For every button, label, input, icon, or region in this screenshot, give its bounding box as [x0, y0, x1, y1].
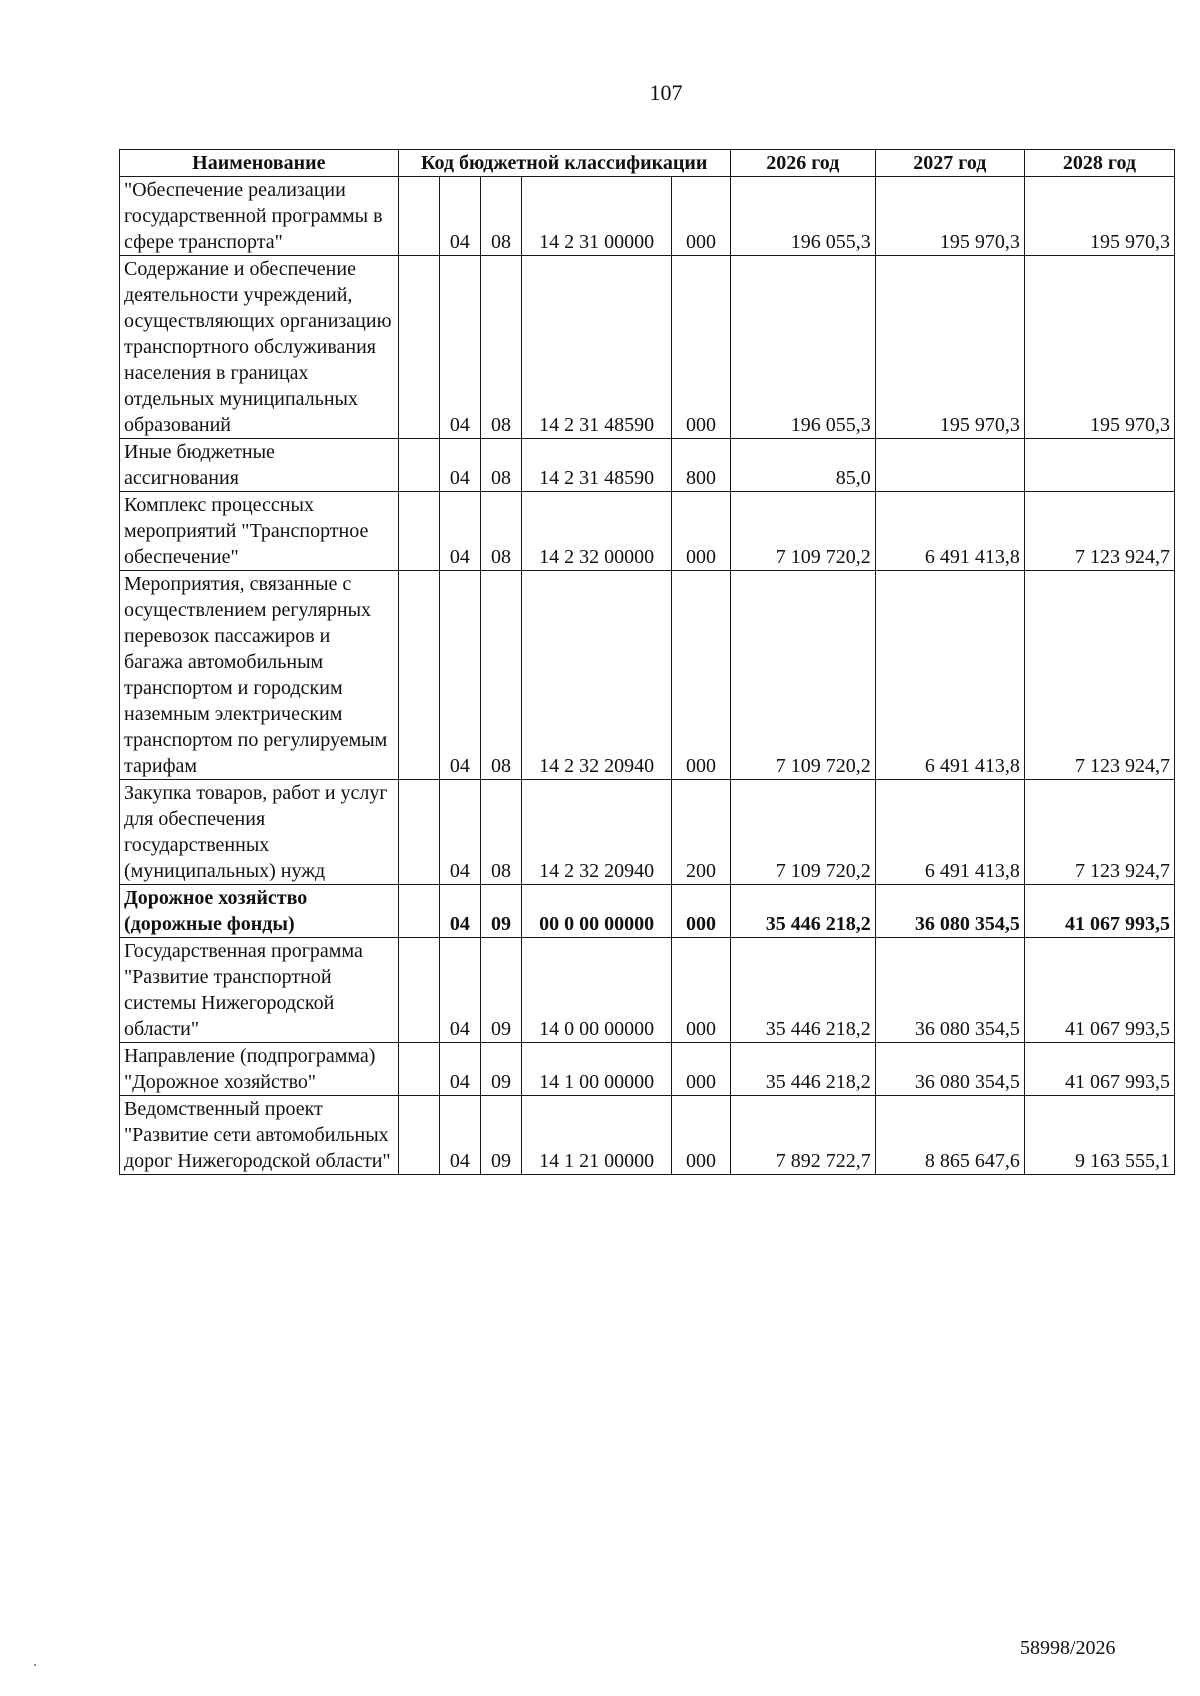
row-expense-type: 000	[672, 938, 731, 1043]
row-expense-type: 800	[672, 439, 731, 492]
row-target-article: 14 2 31 00000	[522, 177, 672, 256]
table-row	[120, 885, 1175, 938]
row-amount-2027: 6 491 413,8	[875, 571, 1024, 780]
row-blank-code	[398, 571, 439, 780]
row-name: Иные бюджетные ассигнования	[120, 439, 399, 492]
row-amount-2028	[1024, 439, 1174, 492]
row-subsection: 09	[480, 1043, 521, 1096]
row-section: 04	[439, 938, 480, 1043]
row-amount-2026: 35 446 218,2	[730, 885, 875, 938]
row-subsection: 08	[480, 780, 521, 885]
row-target-article: 00 0 00 00000	[522, 885, 672, 938]
page-number: 107	[649, 80, 683, 105]
row-name: Закупка товаров, работ и услуг для обеспечения государственных (муниципальных) нужд	[120, 780, 399, 885]
row-target-article: 14 2 32 00000	[522, 492, 672, 571]
table-row	[120, 256, 1175, 439]
table-row	[120, 439, 1175, 492]
table-row	[120, 177, 1175, 256]
row-amount-2027	[875, 439, 1024, 492]
row-amount-2027: 36 080 354,5	[875, 1043, 1024, 1096]
table-row	[120, 1096, 1175, 1175]
row-amount-2028: 9 163 555,1	[1024, 1096, 1174, 1175]
row-section: 04	[439, 177, 480, 256]
table-row	[120, 571, 1175, 780]
row-target-article: 14 2 32 20940	[522, 571, 672, 780]
row-target-article: 14 2 32 20940	[522, 780, 672, 885]
row-amount-2026: 85,0	[730, 439, 875, 492]
row-subsection: 09	[480, 1096, 521, 1175]
row-section: 04	[439, 1096, 480, 1175]
row-blank-code	[398, 885, 439, 938]
header-name: Наименование	[120, 150, 399, 177]
scan-artifact	[34, 1664, 36, 1666]
row-amount-2028: 41 067 993,5	[1024, 938, 1174, 1043]
row-subsection: 08	[480, 256, 521, 439]
row-section: 04	[439, 492, 480, 571]
row-expense-type: 200	[672, 780, 731, 885]
row-amount-2026: 7 109 720,2	[730, 571, 875, 780]
row-section: 04	[439, 780, 480, 885]
row-expense-type: 000	[672, 492, 731, 571]
row-subsection: 09	[480, 938, 521, 1043]
row-name: Дорожное хозяйство (дорожные фонды)	[120, 885, 399, 938]
row-name: "Обеспечение реализации государственной программы в сфере транспорта"	[120, 177, 399, 256]
row-name: Государственная программа "Развитие транспортной системы Нижегородской области"	[120, 938, 399, 1043]
document-id: 58998/2026	[1020, 1637, 1116, 1659]
table-row	[120, 492, 1175, 571]
row-section: 04	[439, 571, 480, 780]
row-blank-code	[398, 1096, 439, 1175]
row-subsection: 08	[480, 492, 521, 571]
row-blank-code	[398, 492, 439, 571]
row-amount-2026: 7 109 720,2	[730, 780, 875, 885]
row-blank-code	[398, 780, 439, 885]
row-amount-2026: 196 055,3	[730, 177, 875, 256]
row-name: Ведомственный проект "Развитие сети автомобильных дорог Нижегородской области"	[120, 1096, 399, 1175]
row-expense-type: 000	[672, 177, 731, 256]
row-expense-type: 000	[672, 256, 731, 439]
row-amount-2028: 41 067 993,5	[1024, 885, 1174, 938]
row-target-article: 14 2 31 48590	[522, 256, 672, 439]
header-2027: 2027 год	[875, 150, 1024, 177]
row-amount-2026: 7 892 722,7	[730, 1096, 875, 1175]
row-subsection: 09	[480, 885, 521, 938]
row-blank-code	[398, 439, 439, 492]
row-expense-type: 000	[672, 1096, 731, 1175]
row-name: Содержание и обеспечение деятельности учреждений, осуществляющих организацию транспортного обслуживания населения в границах отдельных муниципальных образований	[120, 256, 399, 439]
row-amount-2027: 36 080 354,5	[875, 885, 1024, 938]
row-blank-code	[398, 256, 439, 439]
row-blank-code	[398, 1043, 439, 1096]
row-amount-2027: 195 970,3	[875, 177, 1024, 256]
row-amount-2027: 195 970,3	[875, 256, 1024, 439]
header-2028: 2028 год	[1024, 150, 1174, 177]
row-amount-2026: 35 446 218,2	[730, 938, 875, 1043]
row-expense-type: 000	[672, 1043, 731, 1096]
row-amount-2026: 7 109 720,2	[730, 492, 875, 571]
row-target-article: 14 0 00 00000	[522, 938, 672, 1043]
row-blank-code	[398, 177, 439, 256]
row-target-article: 14 1 00 00000	[522, 1043, 672, 1096]
header-code: Код бюджетной классификации	[398, 150, 730, 177]
row-amount-2027: 8 865 647,6	[875, 1096, 1024, 1175]
budget-table	[119, 149, 1175, 1175]
row-subsection: 08	[480, 439, 521, 492]
table-row	[120, 1043, 1175, 1096]
row-subsection: 08	[480, 571, 521, 780]
row-amount-2028: 7 123 924,7	[1024, 492, 1174, 571]
header-2026: 2026 год	[730, 150, 875, 177]
row-expense-type: 000	[672, 885, 731, 938]
row-amount-2028: 195 970,3	[1024, 177, 1174, 256]
row-amount-2026: 35 446 218,2	[730, 1043, 875, 1096]
row-target-article: 14 1 21 00000	[522, 1096, 672, 1175]
row-section: 04	[439, 885, 480, 938]
row-amount-2028: 7 123 924,7	[1024, 780, 1174, 885]
row-blank-code	[398, 938, 439, 1043]
row-name: Направление (подпрограмма) "Дорожное хозяйство"	[120, 1043, 399, 1096]
row-section: 04	[439, 439, 480, 492]
table-row	[120, 780, 1175, 885]
row-amount-2028: 195 970,3	[1024, 256, 1174, 439]
row-section: 04	[439, 256, 480, 439]
row-name: Мероприятия, связанные с осуществлением регулярных перевозок пассажиров и багажа автомобильным транспортом и городским наземным электрическим транспортом по регулируемым тарифам	[120, 571, 399, 780]
table-row	[120, 938, 1175, 1043]
table-header-row	[120, 150, 1175, 177]
row-amount-2027: 6 491 413,8	[875, 780, 1024, 885]
row-amount-2028: 7 123 924,7	[1024, 571, 1174, 780]
row-expense-type: 000	[672, 571, 731, 780]
row-target-article: 14 2 31 48590	[522, 439, 672, 492]
row-amount-2028: 41 067 993,5	[1024, 1043, 1174, 1096]
row-amount-2027: 6 491 413,8	[875, 492, 1024, 571]
row-subsection: 08	[480, 177, 521, 256]
row-section: 04	[439, 1043, 480, 1096]
row-amount-2026: 196 055,3	[730, 256, 875, 439]
row-amount-2027: 36 080 354,5	[875, 938, 1024, 1043]
row-name: Комплекс процессных мероприятий "Транспортное обеспечение"	[120, 492, 399, 571]
